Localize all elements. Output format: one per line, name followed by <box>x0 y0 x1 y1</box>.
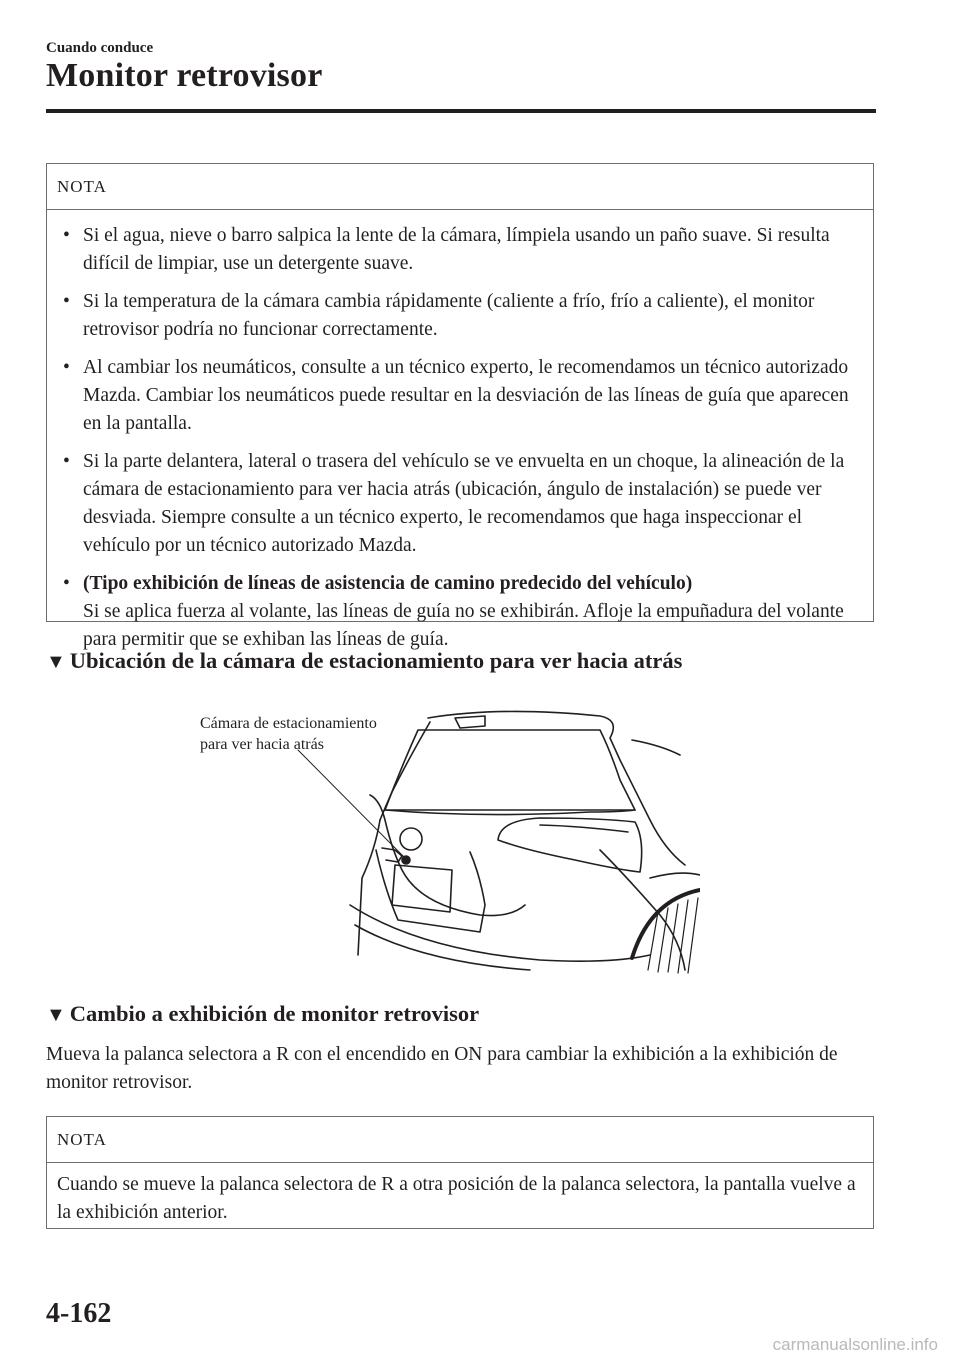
page-number: 4-162 <box>46 1298 112 1329</box>
note-item-text: Si el agua, nieve o barro salpica la lente de la cámara, límpiela usando un paño suave. Si resulta difícil de limpiar, use un detergente suave. <box>83 225 830 274</box>
page-title: Monitor retrovisor <box>46 57 323 94</box>
section-label: Cuando conduce <box>46 40 154 56</box>
body-paragraph: Mueva la palanca selectora a R con el encendido en ON para cambiar la exhibición a la exhibición de monitor retrovisor. <box>46 1044 838 1093</box>
title-divider <box>46 109 876 113</box>
section-heading-text: Cambio a exhibición de monitor retrovisor <box>69 1001 480 1026</box>
section-heading-text: Ubicación de la cámara de estacionamiento para ver hacia atrás <box>69 648 683 673</box>
side-window-line <box>632 740 680 755</box>
wheel-arch-top <box>650 873 700 878</box>
bullet-icon: • <box>63 451 70 472</box>
note-item <box>57 570 859 654</box>
note-heading: NOTA <box>47 164 873 210</box>
note-body <box>47 1163 873 1241</box>
camera-callout-line2: para ver hacia atrás <box>200 736 324 753</box>
note-item <box>57 222 859 278</box>
triangle-down-icon: ▼ <box>46 651 66 673</box>
section-heading-display-change <box>46 1001 479 1027</box>
camera-dot <box>402 856 410 864</box>
camera-callout-label <box>200 713 377 755</box>
left-body-line <box>358 820 380 955</box>
callout-leader-line <box>298 750 405 858</box>
third-brake-light <box>455 716 485 728</box>
bullet-icon: • <box>63 291 70 312</box>
note-body <box>47 210 873 668</box>
bullet-icon: • <box>63 357 70 378</box>
note-heading: NOTA <box>47 1117 873 1163</box>
emblem <box>400 828 422 850</box>
rear-window <box>385 730 635 810</box>
section-heading-camera-location <box>46 648 682 674</box>
note-text: Cuando se mueve la palanca selectora de R a otra posición de la palanca selectora, la pantalla vuelve a la exhibición anterior. <box>57 1174 856 1223</box>
note-item-text: Si la parte delantera, lateral o trasera del vehículo se ve envuelta en un choque, la alineación de la cámara de estacionamiento para ver hacia atrás (ubicación, ángulo de instalación) se puede ver desviada. Siempre consulte a un técnico experto, le recomendamos que haga inspeccionar el vehículo por un técnico autorizado Mazda. <box>83 451 845 556</box>
note-item <box>57 354 859 438</box>
note-item <box>57 448 859 560</box>
note-item-text: Si se aplica fuerza al volante, las líneas de guía no se exhibirán. Afloje la empuñadura del volante para permitir que se exhiban las líneas de guía. <box>83 601 844 650</box>
bullet-icon: • <box>63 225 70 246</box>
watermark: carmanualsonline.info <box>772 1335 938 1354</box>
note-item-bold-text: (Tipo exhibición de líneas de asistencia de camino predecido del vehículo) <box>83 573 693 594</box>
bumper-lower <box>355 925 530 970</box>
camera-callout-line1: Cámara de estacionamiento <box>200 715 377 732</box>
tail-light-detail <box>540 825 628 832</box>
roof-spoiler <box>428 711 685 865</box>
note-box <box>46 1116 874 1229</box>
note-item-text: Si la temperatura de la cámara cambia rápidamente (caliente a frío, frío a caliente), el monitor retrovisor podría no funcionar correctamente. <box>83 291 815 340</box>
note-item <box>57 288 859 344</box>
bullet-icon: • <box>63 573 70 594</box>
note-box <box>46 163 874 650</box>
triangle-down-icon: ▼ <box>46 1004 66 1026</box>
license-recess-top <box>382 848 402 862</box>
note-item-text: Al cambiar los neumáticos, consulte a un técnico experto, le recomendamos un técnico autorizado Mazda. Cambiar los neumáticos puede resultar en la desviación de las líneas de guía que aparecen en la pantalla. <box>83 357 849 434</box>
